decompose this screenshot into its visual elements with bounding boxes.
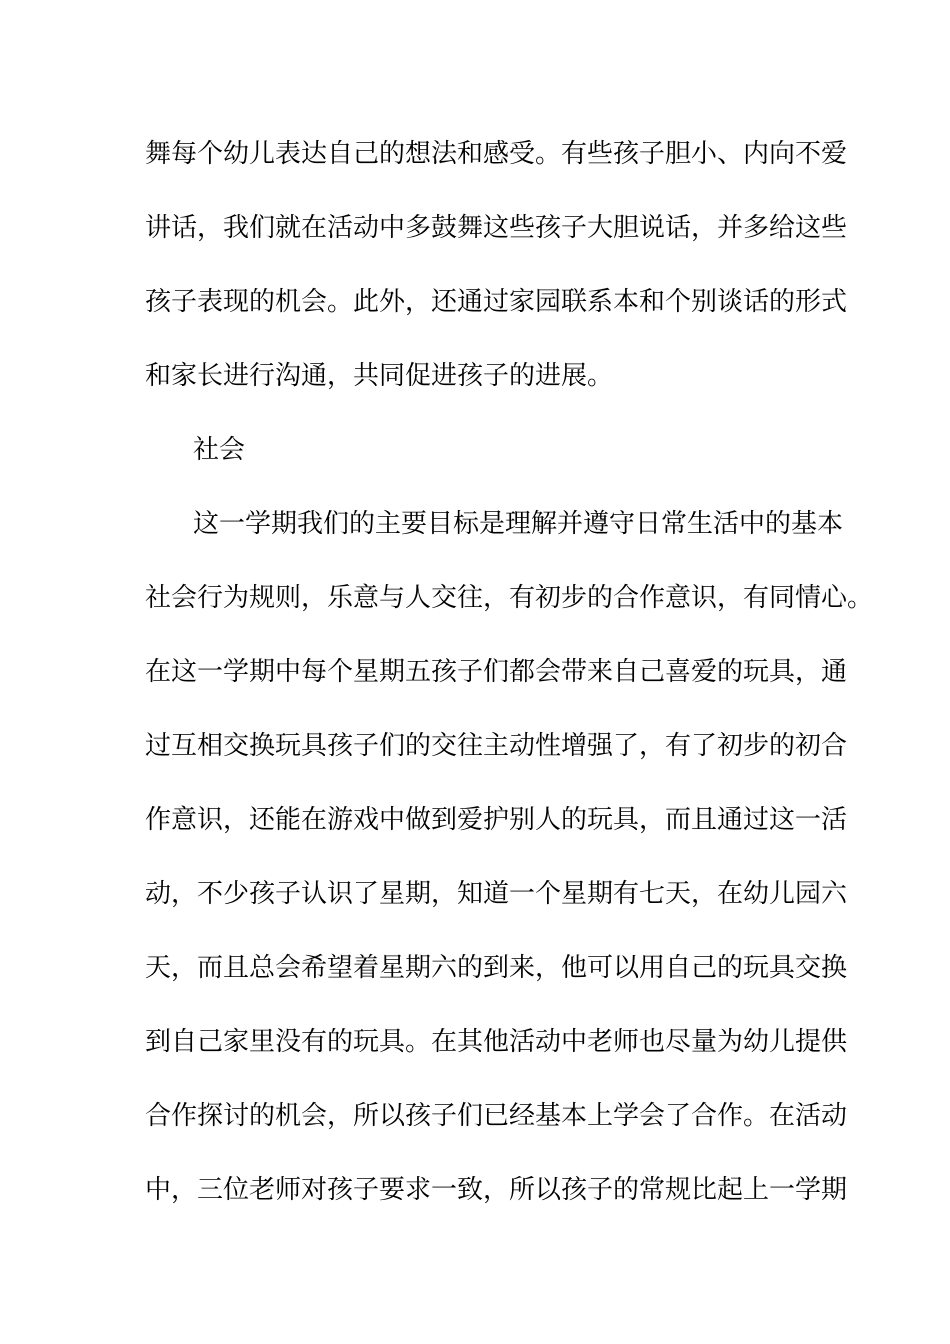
paragraph-line: 中，三位老师对孩子要求一致，所以孩子的常规比起上一学期 [145,1175,848,1205]
paragraph-line: 这一学期我们的主要目标是理解并遵守日常生活中的基本 [193,509,844,539]
paragraph-line: 合作探讨的机会，所以孩子们已经基本上学会了合作。在活动 [145,1101,848,1131]
paragraph-line: 动，不少孩子认识了星期，知道一个星期有七天，在幼儿园六 [145,879,848,909]
paragraph-line: 和家长进行沟通，共同促进孩子的进展。 [145,361,614,391]
paragraph-line: 社会行为规则，乐意与人交往，有初步的合作意识，有同情心。 [145,583,874,613]
paragraph-line: 作意识，还能在游戏中做到爱护别人的玩具，而且通过这一活 [145,805,848,835]
paragraph-line: 舞每个幼儿表达自己的想法和感受。有些孩子胆小、内向不爱 [145,139,848,169]
paragraph-line: 在这一学期中每个星期五孩子们都会带来自己喜爱的玩具，通 [145,657,848,687]
paragraph-line: 过互相交换玩具孩子们的交往主动性增强了，有了初步的初合 [145,731,848,761]
paragraph-line: 到自己家里没有的玩具。在其他活动中老师也尽量为幼儿提供 [145,1027,848,1057]
paragraph-line: 天，而且总会希望着星期六的到来，他可以用自己的玩具交换 [145,953,848,983]
paragraph-line: 孩子表现的机会。此外，还通过家园联系本和个别谈话的形式 [145,287,848,317]
paragraph-line: 讲话，我们就在活动中多鼓舞这些孩子大胆说话，并多给这些 [145,213,848,243]
section-heading: 社会 [193,435,246,465]
